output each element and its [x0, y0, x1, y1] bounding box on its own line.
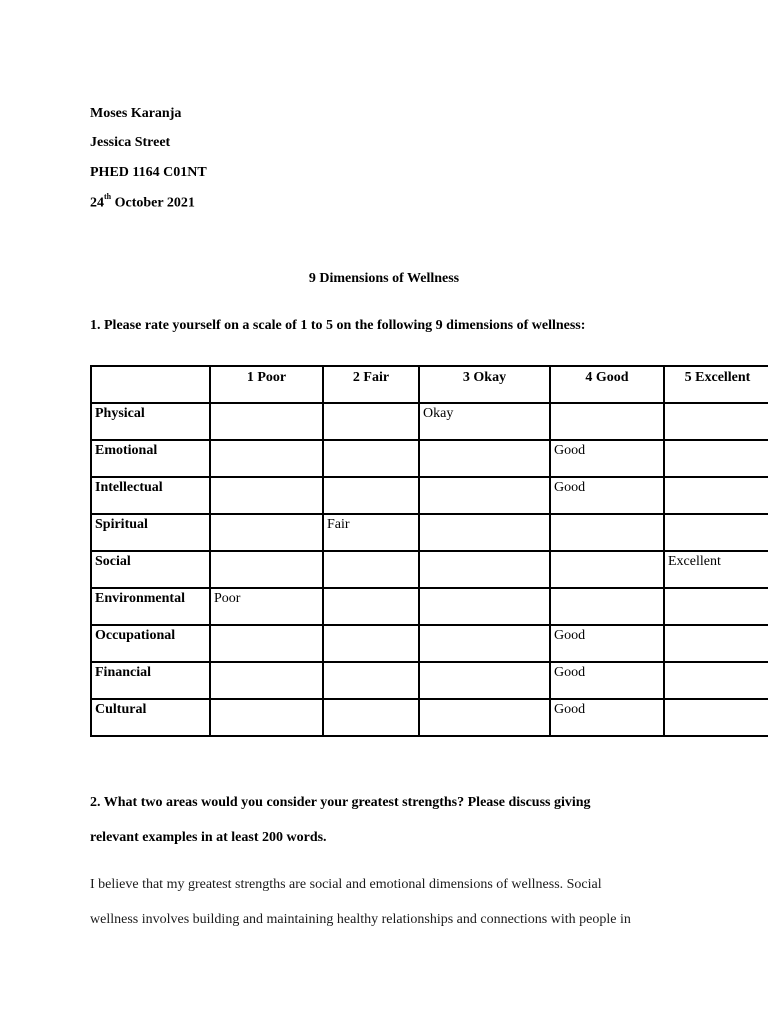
rating-cell [323, 477, 419, 514]
dimension-label: Social [91, 551, 210, 588]
rating-cell: Good [550, 477, 664, 514]
answer-line-1: I believe that my greatest strengths are social and emotional dimensions of wellness. Social [90, 877, 602, 892]
instructor-name: Jessica Street [90, 135, 171, 150]
course-code: PHED 1164 C01NT [90, 165, 207, 180]
student-name: Moses Karanja [90, 106, 182, 121]
rating-cell [210, 403, 323, 440]
rating-cell: Poor [210, 588, 323, 625]
rating-cell [323, 662, 419, 699]
table-row [91, 477, 768, 514]
dimension-label: Financial [91, 662, 210, 699]
rating-cell [419, 440, 550, 477]
rating-cell [419, 699, 550, 736]
rating-cell [210, 625, 323, 662]
rating-cell [550, 551, 664, 588]
rating-cell [664, 662, 768, 699]
rating-cell [664, 699, 768, 736]
rating-cell [419, 625, 550, 662]
rating-cell [210, 440, 323, 477]
rating-cell [419, 477, 550, 514]
rating-cell [419, 551, 550, 588]
date-day: 24 [90, 195, 104, 211]
rating-cell [550, 514, 664, 551]
rating-cell: Excellent [664, 551, 768, 588]
rating-cell [419, 662, 550, 699]
rating-cell [664, 625, 768, 662]
answer-line-2: wellness involves building and maintaining healthy relationships and connections with people in [90, 912, 631, 927]
rating-cell: Good [550, 440, 664, 477]
rating-cell [664, 588, 768, 625]
column-header: 4 Good [550, 366, 664, 403]
rating-cell: Good [550, 625, 664, 662]
rating-cell: Good [550, 699, 664, 736]
rating-cell [210, 514, 323, 551]
document-title: 9 Dimensions of Wellness [308, 271, 460, 286]
rating-cell [210, 699, 323, 736]
rating-cell [664, 514, 768, 551]
table-row [91, 699, 768, 736]
table-row [91, 403, 768, 440]
table-corner-cell [91, 366, 210, 403]
rating-cell [550, 588, 664, 625]
question-1: 1. Please rate yourself on a scale of 1 to 5 on the following 9 dimensions of wellness: [90, 318, 586, 333]
column-header: 1 Poor [210, 366, 323, 403]
column-header: 3 Okay [419, 366, 550, 403]
submission-date [90, 194, 195, 212]
rating-cell [323, 699, 419, 736]
rating-cell [210, 477, 323, 514]
rating-cell: Good [550, 662, 664, 699]
rating-cell [664, 403, 768, 440]
rating-cell [550, 403, 664, 440]
dimension-label: Physical [91, 403, 210, 440]
rating-cell: Fair [323, 514, 419, 551]
rating-cell [323, 440, 419, 477]
rating-cell [419, 588, 550, 625]
date-rest: October 2021 [111, 195, 195, 211]
rating-cell [323, 625, 419, 662]
rating-cell [664, 477, 768, 514]
table-header-row [91, 366, 768, 403]
rating-cell [210, 551, 323, 588]
rating-cell [323, 588, 419, 625]
table-row [91, 551, 768, 588]
column-header: 2 Fair [323, 366, 419, 403]
table-row [91, 625, 768, 662]
rating-cell [323, 551, 419, 588]
dimension-label: Spiritual [91, 514, 210, 551]
dimension-label: Cultural [91, 699, 210, 736]
dimension-label: Emotional [91, 440, 210, 477]
date-suffix: th [104, 192, 112, 201]
rating-cell [323, 403, 419, 440]
dimension-label: Occupational [91, 625, 210, 662]
rating-cell [419, 514, 550, 551]
rating-cell [664, 440, 768, 477]
column-header: 5 Excellent [664, 366, 768, 403]
rating-cell: Okay [419, 403, 550, 440]
table-row [91, 588, 768, 625]
question-2-line-2: relevant examples in at least 200 words. [90, 830, 327, 845]
table-row [91, 514, 768, 551]
question-2-line-1: 2. What two areas would you consider your greatest strengths? Please discuss giving [90, 795, 591, 810]
rating-cell [210, 662, 323, 699]
wellness-ratings-table [90, 365, 768, 737]
table-row [91, 440, 768, 477]
dimension-label: Environmental [91, 588, 210, 625]
dimension-label: Intellectual [91, 477, 210, 514]
table-row [91, 662, 768, 699]
